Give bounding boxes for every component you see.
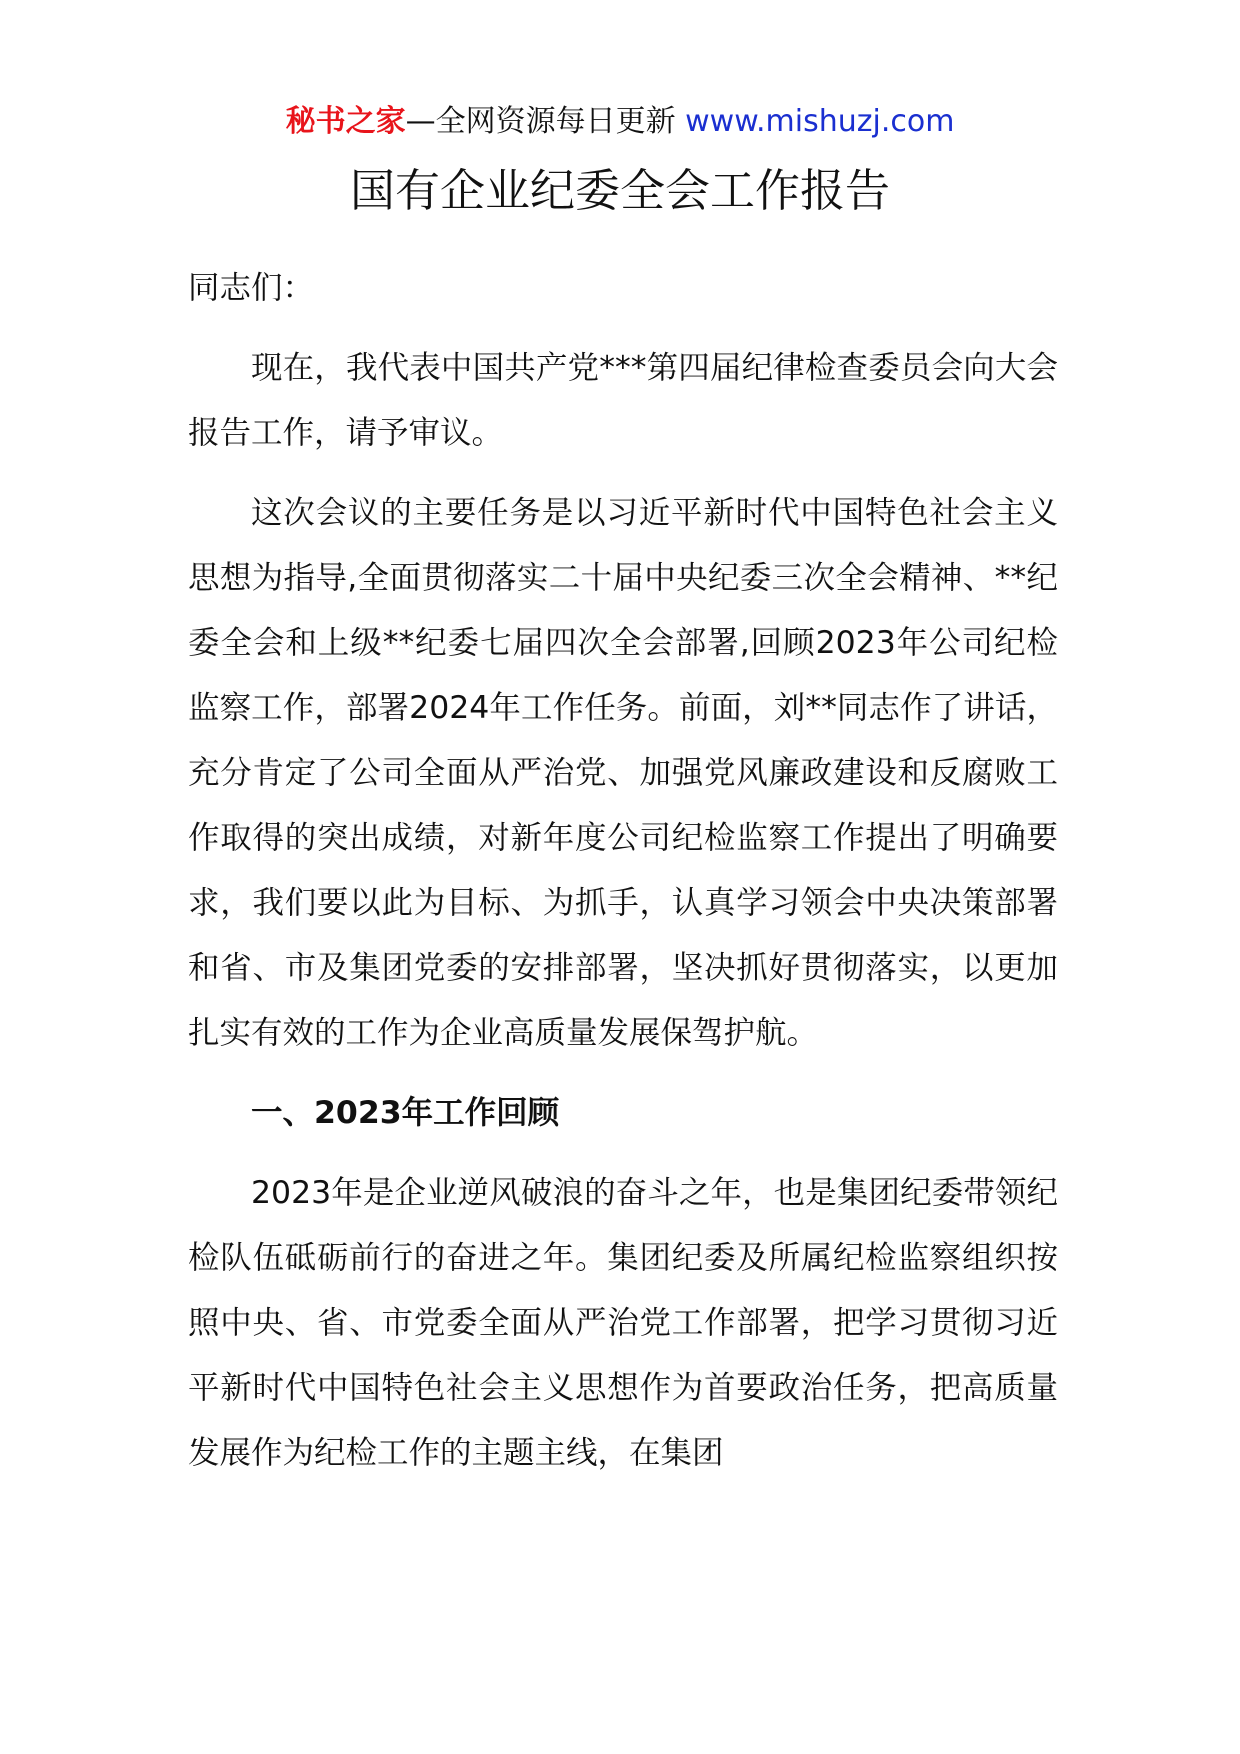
section-heading: 一、2023年工作回顾: [251, 1095, 560, 1131]
salutation: 同志们：: [188, 270, 315, 306]
paragraph-meeting-tasks: 这次会议的主要任务是以习近平新时代中国特色社会主义思想为指导,全面贯彻落实二十届中央纪委三次全会精神、**纪委全会和上级**纪委七届四次全会部署,回顾2023年公司纪检监察工作，部署2024年工作任务。前面，刘**同志作了讲话，充分肯定了公司全面从严治党、加强党风廉政建设和反腐败工作取得的突出成绩，对新年度公司纪检监察工作提出了明确要求，我们要以此为目标、为抓手，认真学习领会中央决策部署和省、市及集团党委的安排部署，坚决抓好贯彻落实，以更加扎实有效的工作为企业高质量发展保驾护航。: [188, 495, 1058, 1051]
site-slogan: —全网资源每日更新: [405, 104, 676, 139]
paragraph-intro: 现在，我代表中国共产党***第四届纪律检查委员会向大会报告工作，请予审议。: [188, 350, 1058, 451]
site-brand: 秘书之家: [285, 104, 406, 139]
document-body: [188, 256, 1058, 1501]
site-url-link[interactable]: www.mishuzj.com: [685, 104, 955, 139]
site-header: [0, 100, 1240, 144]
document-title: 国有企业纪委全会工作报告: [349, 164, 890, 217]
paragraph-review: 2023年是企业逆风破浪的奋斗之年，也是集团纪委带领纪检队伍砥砺前行的奋进之年。集团纪委及所属纪检监察组织按照中央、省、市党委全面从严治党工作部署，把学习贯彻习近平新时代中国特色社会主义思想作为首要政治任务，把高质量发展作为纪检工作的主题主线，在集团: [188, 1175, 1058, 1471]
